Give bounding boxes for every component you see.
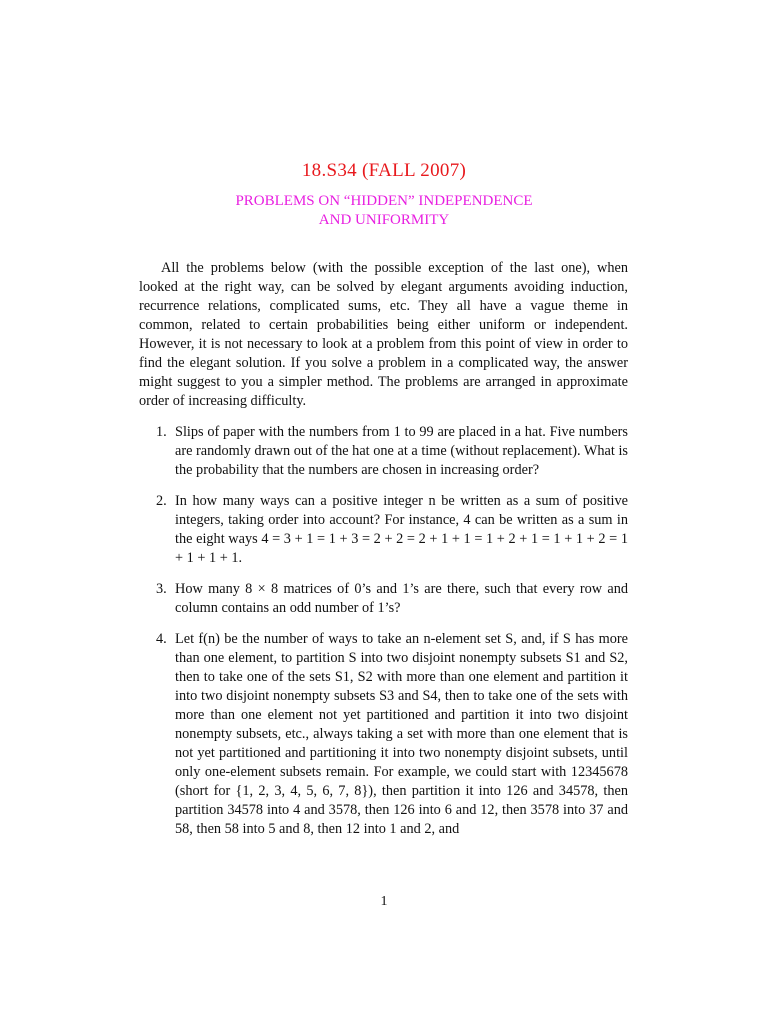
problem-item — [139, 423, 628, 480]
problem-number: 1. — [156, 424, 167, 440]
problem-number: 3. — [156, 581, 167, 597]
problem-item — [139, 630, 628, 839]
problem-text: In how many ways can a positive integer n be written as a sum of positive integers, taking order into account? For instance, 4 can be written as a sum in the eight ways 4 = 3 + 1 = 1 + 3 = 2 + 2 = 2 + 1 + 1 = 1 + 2 + 1 = 1 + 1 + 2 = 1 + 1 + 1 + 1. — [175, 493, 628, 566]
problem-text: Slips of paper with the numbers from 1 to 99 are placed in a hat. Five numbers are randomly drawn out of the hat one at a time (without replacement). What is the probability that the numbers are chosen in increasing order? — [175, 424, 628, 478]
problem-number: 2. — [156, 493, 167, 509]
document-body — [139, 259, 628, 851]
problem-list — [139, 423, 628, 839]
problem-number: 4. — [156, 631, 167, 647]
problem-text: Let f(n) be the number of ways to take an n-element set S, and, if S has more than one element, to partition S into two disjoint nonempty subsets S1 and S2, then to take one of the sets S1, S2 with more than one element and partition it into two disjoint nonempty subsets S3 and S4, then to take one of the sets with more than one element not yet partitioned and partition it into two disjoint nonempty subsets, etc., always taking a set with more than one element that is not yet partitioned and partitioning it into two nonempty disjoint subsets, until only one-element subsets remain. For example, we could start with 12345678 (short for {1, 2, 3, 4, 5, 6, 7, 8}), then partition it into 126 and 34578, then partition 34578 into 4 and 3578, then 126 into 6 and 12, then 3578 into 37 and 58, then 58 into 5 and 8, then 12 into 1 and 2, and — [175, 631, 628, 837]
document-title: 18.S34 (FALL 2007) — [301, 160, 467, 181]
page-number: 1 — [380, 894, 388, 909]
intro-paragraph: All the problems below (with the possible exception of the last one), when looked at the right way, can be solved by elegant arguments avoiding induction, recurrence relations, complicated sums, etc. They all have a vague theme in common, related to certain probabilities being either uniform or independent. However, it is not necessary to look at a problem from this point of view in order to find the elegant solution. If you solve a problem in a complicated way, the answer might suggest to you a simpler method. The problems are arranged in approximate order of increasing difficulty. — [139, 260, 628, 409]
problem-item — [139, 580, 628, 618]
problem-text: How many 8 × 8 matrices of 0’s and 1’s are there, such that every row and column contains an odd number of 1’s? — [175, 581, 628, 616]
subtitle-line-1: PROBLEMS ON “HIDDEN” INDEPENDENCE — [235, 193, 533, 209]
document-subtitle — [0, 192, 768, 230]
problem-item — [139, 492, 628, 568]
subtitle-line-2: AND UNIFORMITY — [318, 212, 450, 228]
